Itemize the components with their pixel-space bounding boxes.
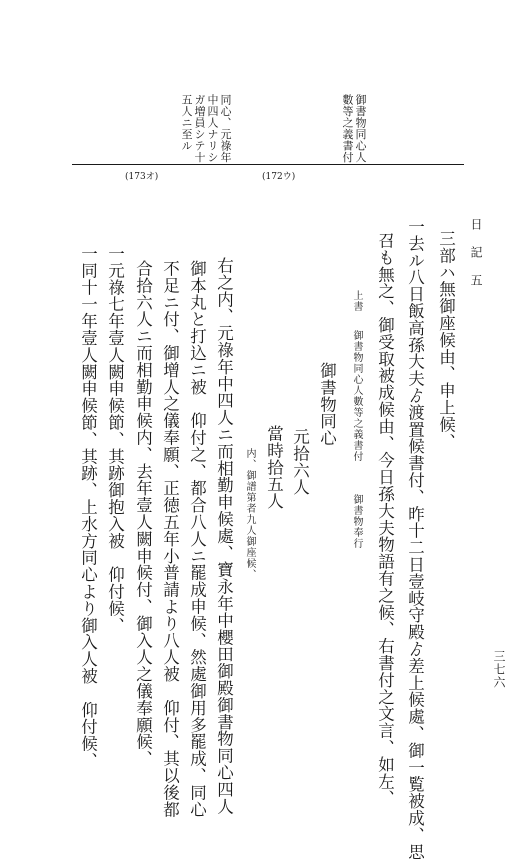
text-line: 一去ル八日飯高孫大夫ゟ渡置候書付、昨十二日壹岐守殿ゟ差上候處、御一覧被成、思	[405, 218, 425, 860]
folio-marker-right: (172ウ)	[262, 172, 296, 182]
signatory: 御書物奉行	[351, 494, 362, 549]
text-line: 右之内、元祿年中四人ニ而相勤申候處、寶永年中櫻田御殿御書物同心四人	[214, 257, 234, 815]
folio-marker-left: (173オ)	[125, 172, 159, 182]
text-line: 召も無之、御受取被成候由、今日孫大夫物語有之候、右書付之文言、如左、	[375, 232, 395, 807]
heading-book-staff: 御書物同心	[317, 362, 337, 447]
marginal-note-line: 御書物同心人	[354, 94, 367, 163]
text-line: 三部ハ無御座候由、申上候、	[436, 230, 456, 450]
marginal-note-line: ガ増員シテ十	[193, 94, 206, 163]
cover-label: 上書	[351, 290, 362, 312]
text-line: 御本丸と打込ニ被 仰付之、都合八人ニ罷成申候、然處御用多罷成、同心	[187, 260, 207, 818]
marginal-note-line: 中四人ナリシ	[206, 94, 219, 163]
cover-title: 御書物同心人數等之義書付	[351, 330, 362, 462]
text-line: 元拾六人	[290, 428, 310, 496]
page-number: 三七六	[492, 650, 506, 689]
text-line: 合拾六人ニ而相勤申候内、去年壹人闕申候付、御入人之儀奉願候、	[133, 260, 153, 767]
text-line: 一同十一年壹人闕申候節、其跡、上水方同心より御入人被 仰付候、	[78, 245, 98, 769]
margin-rule	[72, 164, 464, 165]
running-title: 日 記 五	[469, 218, 483, 288]
text-line: 不足ニ付、御增人之儀奉願、正徳五年小普請より八人被 仰付、其以後都	[160, 260, 180, 818]
text-line-note: 内、御譜第者九人御座候、	[244, 448, 255, 580]
marginal-note-line: 數等之義書付	[341, 94, 354, 163]
marginal-note-line: 同心、元祿年	[219, 94, 232, 163]
marginal-note-line: 五人ニ至ル	[180, 94, 193, 152]
text-line: 一元祿七年壹人闕申候節、其跡御抱入被 仰付候、	[105, 245, 125, 634]
text-line: 當時拾五人	[264, 425, 284, 510]
